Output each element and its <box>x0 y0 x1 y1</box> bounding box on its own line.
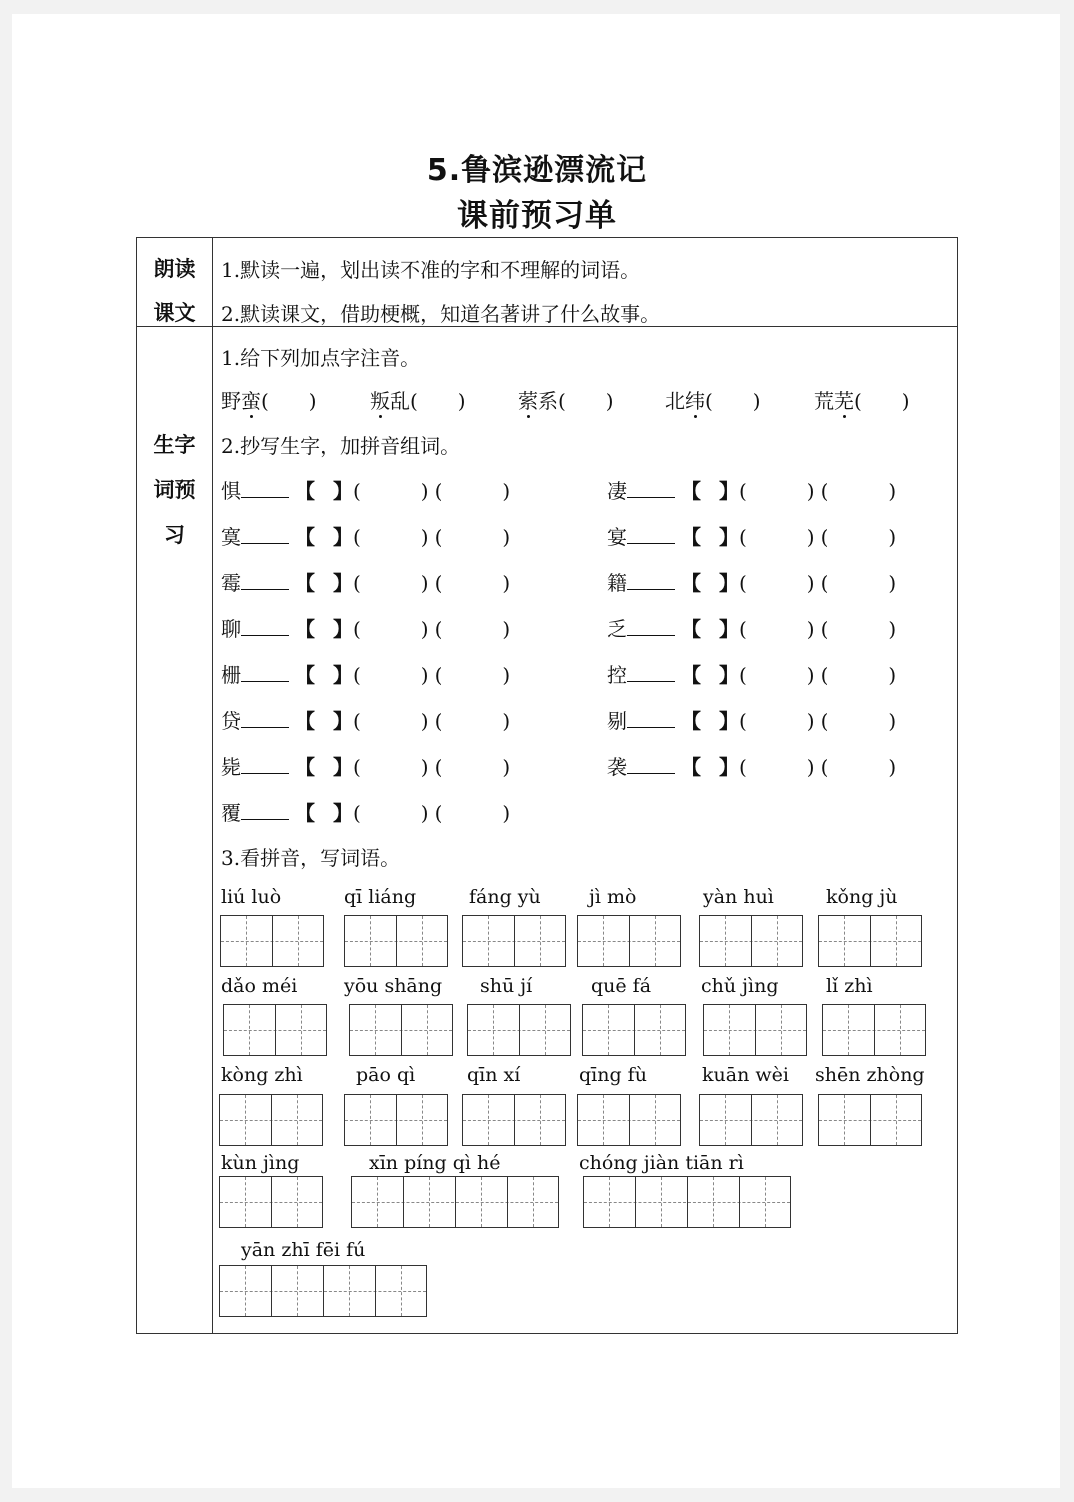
word-paren-2: ( ) <box>820 571 897 595</box>
grid-center-line <box>345 916 371 966</box>
grid-center-line <box>819 916 845 966</box>
pinyin-bracket-close: 】 <box>719 525 739 549</box>
pinyin-label: yān zhī fēi fú <box>241 1239 366 1261</box>
word-paren-2: ( ) <box>434 617 511 641</box>
grid-center-line <box>220 1095 246 1145</box>
word-paren-2: ( ) <box>434 479 511 503</box>
pinyin-label: fáng yù <box>469 886 541 908</box>
writing-grid <box>703 1004 807 1056</box>
writing-grid <box>467 1004 571 1056</box>
copy-character-entry <box>607 751 896 780</box>
pinyin-bracket-open: 【 <box>681 709 701 733</box>
grid-center-line <box>404 1177 430 1227</box>
word-paren-2: ( ) <box>820 709 897 733</box>
pinyin-label: yōu shāng <box>344 975 443 997</box>
writing-grid <box>344 1094 448 1146</box>
copy-blank <box>241 571 289 590</box>
copy-blank <box>241 801 289 820</box>
pinyin-bracket-open: 【 <box>681 617 701 641</box>
copy-blank <box>627 709 675 728</box>
grid-center-line <box>636 1177 662 1227</box>
grid-center-line <box>700 916 726 966</box>
pinyin-label: lǐ zhì <box>826 975 873 997</box>
grid-center-line <box>220 1177 246 1227</box>
character: 乏 <box>607 617 627 641</box>
word-paren-2: ( ) <box>820 663 897 687</box>
writing-grid <box>699 915 803 967</box>
pinyin-bracket-open: 【 <box>295 571 315 595</box>
grid-center-line <box>463 1095 489 1145</box>
word-prefix: 荒 <box>814 389 834 413</box>
page-title: 5.鲁滨逊漂流记 <box>426 153 648 188</box>
grid-center-line <box>463 916 489 966</box>
character: 覆 <box>221 801 241 825</box>
word-paren-1: ( ) <box>739 525 815 549</box>
pinyin-bracket-close: 】 <box>333 479 353 503</box>
writing-grid <box>462 1094 566 1146</box>
word-suffix: ( ) <box>261 389 317 413</box>
grid-center-line <box>468 1005 494 1055</box>
pinyin-label: shēn zhòng <box>815 1064 925 1086</box>
dotted-character: 蛮 <box>241 385 261 414</box>
reading-task-1: 1.默读一遍，划出读不准的字和不理解的词语。 <box>221 258 641 282</box>
word-suffix: ( ) <box>705 389 761 413</box>
word-paren-1: ( ) <box>739 709 815 733</box>
copy-blank <box>241 709 289 728</box>
pinyin-label: qīng fù <box>579 1064 647 1086</box>
phonetic-word <box>665 385 761 414</box>
word-paren-1: ( ) <box>353 801 429 825</box>
grid-center-line <box>508 1177 534 1227</box>
copy-blank <box>627 663 675 682</box>
section1-label-line1: 朗读 <box>153 257 196 281</box>
writing-grid <box>577 1094 681 1146</box>
copy-character-entry <box>221 613 510 642</box>
copy-blank <box>627 617 675 636</box>
pinyin-bracket-open: 【 <box>681 755 701 779</box>
copy-character-entry <box>607 475 896 504</box>
pinyin-bracket-close: 】 <box>719 617 739 641</box>
grid-center-line <box>376 1266 402 1316</box>
word-paren-1: ( ) <box>353 617 429 641</box>
writing-grid <box>223 1004 327 1056</box>
word-suffix: 乱( ) <box>390 389 466 413</box>
grid-center-line <box>397 1095 423 1145</box>
writing-grid <box>219 1094 323 1146</box>
pinyin-bracket-close: 】 <box>719 663 739 687</box>
pinyin-label: qī liáng <box>344 886 417 908</box>
pinyin-label: yàn huì <box>703 886 774 908</box>
pinyin-label: pāo qì <box>356 1064 416 1086</box>
question-2: 2.抄写生字，加拼音组词。 <box>221 434 461 458</box>
word-suffix: 系( ) <box>538 389 614 413</box>
copy-blank <box>241 663 289 682</box>
grid-center-line <box>402 1005 428 1055</box>
grid-center-line <box>871 1095 897 1145</box>
word-paren-2: ( ) <box>434 801 511 825</box>
pinyin-bracket-close: 】 <box>333 801 353 825</box>
phonetic-word <box>814 385 910 414</box>
word-paren-1: ( ) <box>739 479 815 503</box>
character: 控 <box>607 663 627 687</box>
word-paren-1: ( ) <box>739 617 815 641</box>
pinyin-bracket-open: 【 <box>295 663 315 687</box>
grid-center-line <box>688 1177 714 1227</box>
pinyin-label: shū jí <box>480 975 533 997</box>
word-paren-1: ( ) <box>353 525 429 549</box>
word-paren-2: ( ) <box>434 525 511 549</box>
pinyin-bracket-close: 】 <box>719 755 739 779</box>
word-paren-2: ( ) <box>820 525 897 549</box>
pinyin-label: qīn xí <box>467 1064 521 1086</box>
grid-center-line <box>515 916 541 966</box>
writing-grid <box>818 915 922 967</box>
dotted-character: 芜 <box>834 385 854 414</box>
grid-center-line <box>456 1177 482 1227</box>
phonetic-word <box>221 385 317 414</box>
pinyin-label: chǔ jìng <box>701 975 779 997</box>
pinyin-bracket-open: 【 <box>681 571 701 595</box>
grid-center-line <box>520 1005 546 1055</box>
character: 惧 <box>221 479 241 503</box>
copy-blank <box>241 617 289 636</box>
page-subtitle: 课前预习单 <box>457 198 617 234</box>
grid-center-line <box>871 916 897 966</box>
copy-character-entry <box>221 475 510 504</box>
word-paren-2: ( ) <box>434 663 511 687</box>
pinyin-bracket-close: 】 <box>333 525 353 549</box>
grid-center-line <box>578 916 604 966</box>
grid-center-line <box>752 916 778 966</box>
writing-grid <box>462 915 566 967</box>
pinyin-bracket-open: 【 <box>295 617 315 641</box>
grid-center-line <box>221 916 247 966</box>
word-paren-1: ( ) <box>353 571 429 595</box>
grid-center-line <box>823 1005 849 1055</box>
grid-center-line <box>819 1095 845 1145</box>
word-paren-1: ( ) <box>353 709 429 733</box>
word-suffix: ( ) <box>854 389 910 413</box>
copy-blank <box>241 479 289 498</box>
grid-center-line <box>276 1005 302 1055</box>
grid-center-line <box>704 1005 730 1055</box>
grid-center-line <box>578 1095 604 1145</box>
copy-character-entry <box>607 705 896 734</box>
character: 毙 <box>221 755 241 779</box>
copy-character-entry <box>221 659 510 688</box>
writing-grid <box>349 1004 453 1056</box>
copy-character-entry <box>221 521 510 550</box>
pinyin-bracket-open: 【 <box>295 525 315 549</box>
grid-center-line <box>345 1095 371 1145</box>
phonetic-word <box>518 385 614 414</box>
pinyin-label: dǎo méi <box>221 975 298 997</box>
word-paren-1: ( ) <box>739 663 815 687</box>
writing-grid <box>219 1265 427 1317</box>
word-paren-2: ( ) <box>434 755 511 779</box>
column-divider <box>212 238 213 1333</box>
writing-grid <box>577 915 681 967</box>
pinyin-label: quē fá <box>591 975 652 997</box>
character: 剔 <box>607 709 627 733</box>
copy-character-entry <box>607 567 896 596</box>
grid-center-line <box>752 1095 778 1145</box>
grid-center-line <box>352 1177 378 1227</box>
word-paren-2: ( ) <box>434 709 511 733</box>
section1-label-line2: 课文 <box>153 301 196 325</box>
pinyin-bracket-close: 】 <box>333 663 353 687</box>
grid-center-line <box>756 1005 782 1055</box>
grid-center-line <box>350 1005 376 1055</box>
grid-center-line <box>273 916 299 966</box>
pinyin-label: jì mò <box>589 886 637 908</box>
writing-grid <box>219 1176 323 1228</box>
word-prefix: 北 <box>665 389 685 413</box>
grid-center-line <box>875 1005 901 1055</box>
dotted-character: 萦 <box>518 385 538 414</box>
grid-center-line <box>583 1005 609 1055</box>
pinyin-label: kǒng jù <box>826 886 898 908</box>
question-1: 1.给下列加点字注音。 <box>221 346 421 370</box>
copy-blank <box>627 755 675 774</box>
pinyin-label: kùn jìng <box>221 1152 300 1174</box>
question-3: 3.看拼音，写词语。 <box>221 846 401 870</box>
copy-blank <box>241 755 289 774</box>
pinyin-bracket-close: 】 <box>333 617 353 641</box>
pinyin-bracket-open: 【 <box>295 801 315 825</box>
grid-center-line <box>584 1177 610 1227</box>
copy-character-entry <box>607 521 896 550</box>
pinyin-bracket-close: 】 <box>333 571 353 595</box>
writing-grid <box>699 1094 803 1146</box>
section2-label-line3: 习 <box>164 523 185 547</box>
grid-center-line <box>630 916 656 966</box>
pinyin-bracket-open: 【 <box>295 755 315 779</box>
character: 寞 <box>221 525 241 549</box>
word-paren-1: ( ) <box>353 479 429 503</box>
word-paren-1: ( ) <box>739 571 815 595</box>
grid-center-line <box>272 1266 298 1316</box>
copy-blank <box>627 525 675 544</box>
grid-center-line <box>515 1095 541 1145</box>
grid-center-line <box>740 1177 766 1227</box>
word-paren-2: ( ) <box>434 571 511 595</box>
reading-task-2: 2.默读课文，借助梗概，知道名著讲了什么故事。 <box>221 302 661 326</box>
grid-center-line <box>635 1005 661 1055</box>
grid-center-line <box>272 1177 298 1227</box>
copy-character-entry <box>221 797 510 826</box>
word-paren-2: ( ) <box>820 755 897 779</box>
copy-blank <box>627 479 675 498</box>
pinyin-bracket-close: 】 <box>719 709 739 733</box>
character: 贷 <box>221 709 241 733</box>
pinyin-bracket-close: 】 <box>333 709 353 733</box>
dotted-character: 纬 <box>685 385 705 414</box>
writing-grid <box>344 915 448 967</box>
word-paren-1: ( ) <box>739 755 815 779</box>
copy-character-entry <box>221 751 510 780</box>
word-paren-2: ( ) <box>820 617 897 641</box>
pinyin-label: chóng jiàn tiān rì <box>579 1152 744 1174</box>
pinyin-label: liú luò <box>221 886 282 908</box>
grid-center-line <box>224 1005 250 1055</box>
pinyin-bracket-open: 【 <box>681 663 701 687</box>
pinyin-bracket-open: 【 <box>681 525 701 549</box>
grid-center-line <box>324 1266 350 1316</box>
copy-character-entry <box>607 659 896 688</box>
copy-character-entry <box>607 613 896 642</box>
copy-character-entry <box>221 567 510 596</box>
grid-center-line <box>220 1266 246 1316</box>
pinyin-bracket-close: 】 <box>333 755 353 779</box>
character: 宴 <box>607 525 627 549</box>
character: 聊 <box>221 617 241 641</box>
writing-grid <box>582 1004 686 1056</box>
character: 霉 <box>221 571 241 595</box>
section2-label-line1: 生字 <box>153 433 196 457</box>
dotted-character: 叛 <box>370 385 390 414</box>
writing-grid <box>583 1176 791 1228</box>
character: 籍 <box>607 571 627 595</box>
grid-center-line <box>397 916 423 966</box>
word-paren-1: ( ) <box>353 755 429 779</box>
pinyin-label: xīn píng qì hé <box>369 1152 501 1174</box>
word-paren-1: ( ) <box>353 663 429 687</box>
grid-center-line <box>630 1095 656 1145</box>
copy-blank <box>241 525 289 544</box>
grid-center-line <box>700 1095 726 1145</box>
pinyin-bracket-close: 】 <box>719 479 739 503</box>
writing-grid <box>351 1176 559 1228</box>
pinyin-bracket-open: 【 <box>295 479 315 503</box>
word-prefix: 野 <box>221 389 241 413</box>
worksheet-table <box>136 237 958 1334</box>
section2-label-line2: 词预 <box>153 478 196 502</box>
writing-grid <box>822 1004 926 1056</box>
copy-character-entry <box>221 705 510 734</box>
character: 袭 <box>607 755 627 779</box>
pinyin-label: kuān wèi <box>702 1064 789 1086</box>
pinyin-bracket-open: 【 <box>681 479 701 503</box>
pinyin-bracket-open: 【 <box>295 709 315 733</box>
pinyin-label: kòng zhì <box>221 1064 303 1086</box>
word-paren-2: ( ) <box>820 479 897 503</box>
writing-grid <box>818 1094 922 1146</box>
copy-blank <box>627 571 675 590</box>
character: 凄 <box>607 479 627 503</box>
writing-grid <box>220 915 324 967</box>
phonetic-word <box>370 385 466 414</box>
character: 栅 <box>221 663 241 687</box>
grid-center-line <box>272 1095 298 1145</box>
pinyin-bracket-close: 】 <box>719 571 739 595</box>
